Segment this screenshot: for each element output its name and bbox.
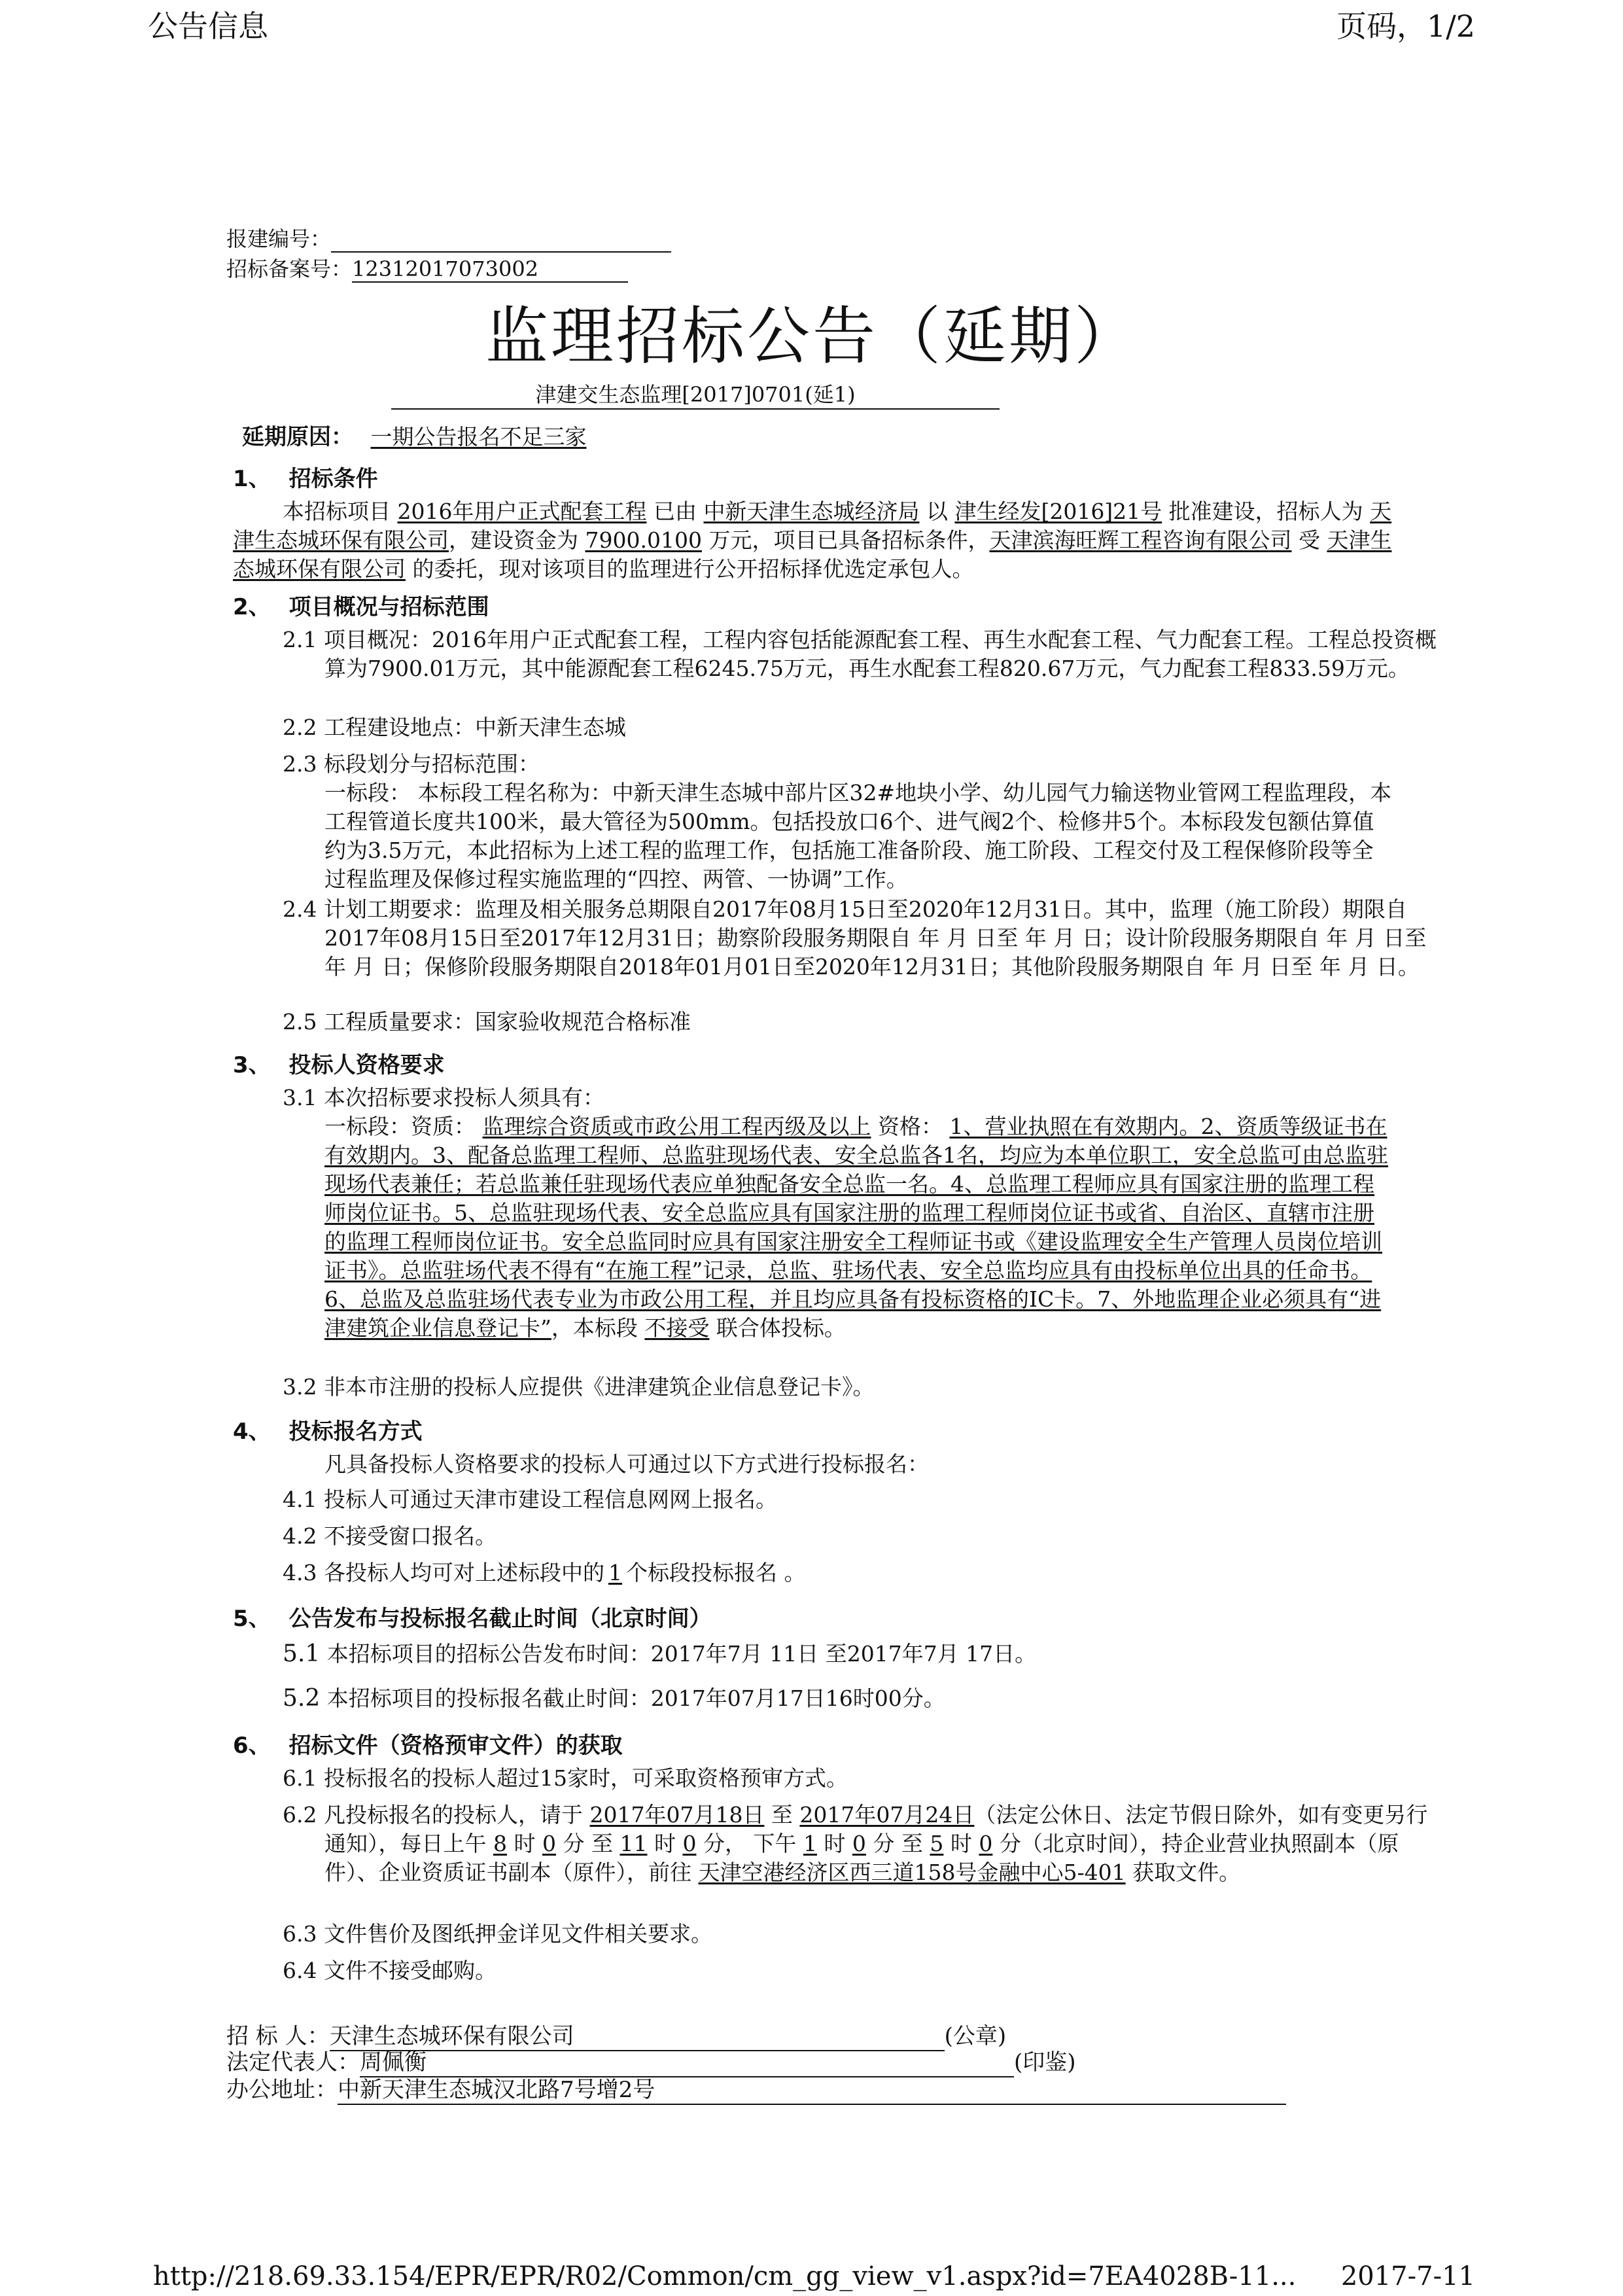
section-1-paragraph bbox=[233, 497, 1397, 584]
beian-label: 招标备案号： bbox=[226, 256, 353, 281]
section-2-number: 2、 bbox=[233, 594, 271, 620]
text-segment: 的委托，现对该项目的监理进行公开招标择优选定承包人。 bbox=[406, 556, 974, 582]
official-seal-note: (公章) bbox=[944, 2023, 1007, 2049]
text-segment: ，本标段 bbox=[551, 1315, 645, 1341]
item-6-3: 6.3 文件售价及图纸押金详见文件相关要求。 bbox=[283, 1921, 712, 1947]
office-address-row bbox=[226, 2072, 1286, 2105]
text-segment: 天津生态城环保有限公司 bbox=[233, 499, 1392, 553]
item-4-3-text: 4.3 各投标人均可对上述标段中的 bbox=[283, 1560, 604, 1585]
text-segment: 一标段：资质： bbox=[324, 1114, 483, 1139]
baojian-row bbox=[226, 222, 671, 253]
text-segment: 受 bbox=[1291, 527, 1327, 553]
header-left: 公告信息 bbox=[148, 9, 268, 44]
item-3-2: 3.2 非本市注册的投标人应提供《进津建筑企业信息登记卡》。 bbox=[283, 1374, 875, 1400]
section-4-title: 投标报名方式 bbox=[288, 1419, 423, 1445]
section-4-number: 4、 bbox=[233, 1419, 271, 1445]
item-5-1-text: 本招标项目的招标公告发布时间：2017年7月 11日 至2017年7月 17日。 bbox=[326, 1641, 1037, 1667]
text-segment: 获取文件。 bbox=[1125, 1860, 1241, 1885]
text-segment: 中新天津生态城经济局 bbox=[703, 499, 920, 524]
section-4-heading bbox=[233, 1413, 423, 1445]
section-1-number: 1、 bbox=[233, 466, 271, 492]
delay-label: 延期原因： bbox=[242, 424, 353, 450]
page-number: 页码，1/2 bbox=[1336, 9, 1475, 44]
text-segment: 2017年07月18日 bbox=[589, 1802, 765, 1828]
item-2-4: 2.4 计划工期要求：监理及相关服务总期限自2017年08月15日至2020年12月31日。其中，监理（施工阶段）期限自2017年08月15日至2017年12月31日；勘察阶段服务期限自 年 月 日至 年 月 日；设计阶段服务期限自 年 月 日至 年 月 日；保修阶段服务期限自2018年01月01日至2020年12月31日；其他阶段服务期限自 年 月 日至 年 月 日。 bbox=[283, 896, 1427, 980]
text-segment: 0 bbox=[682, 1831, 697, 1856]
section-2-title: 项目概况与招标范围 bbox=[288, 594, 489, 620]
doc-number: 津建交生态监理[2017]0701(延1) bbox=[391, 378, 1000, 410]
item-4-3 bbox=[283, 1559, 1395, 1587]
section-4-intro: 凡具备投标人资格要求的投标人可通过以下方式进行投标报名： bbox=[324, 1451, 929, 1477]
section-3-heading bbox=[233, 1047, 445, 1079]
section-6-heading bbox=[233, 1727, 623, 1759]
item-5-2-text: 本招标项目的投标报名截止时间：2017年07月17日16时00分。 bbox=[326, 1686, 945, 1711]
item-3-1-heading: 3.1 本次招标要求投标人须具有： bbox=[283, 1085, 604, 1110]
item-6-4: 6.4 文件不接受邮购。 bbox=[283, 1958, 497, 1983]
section-6-number: 6、 bbox=[233, 1733, 271, 1759]
tenderer-label: 招 标 人： bbox=[226, 2023, 330, 2049]
text-segment: 分， 下午 bbox=[696, 1831, 803, 1856]
text-segment: 分 至 bbox=[555, 1831, 620, 1856]
item-5-1 bbox=[283, 1640, 1395, 1669]
item-4-3-count: 1 bbox=[608, 1560, 622, 1585]
text-segment: 0 bbox=[542, 1831, 556, 1856]
text-segment: ，建设资金为 bbox=[449, 527, 585, 553]
item-4-2: 4.2 不接受窗口报名。 bbox=[283, 1523, 497, 1549]
text-segment: （法定公休日、法定节假日除外，如有变更另行通知），每日上午 bbox=[324, 1802, 1428, 1856]
text-segment: 监理综合资质或市政公用工程丙级及以上 bbox=[482, 1114, 871, 1139]
text-segment: 时 bbox=[647, 1831, 683, 1856]
text-segment: 1 bbox=[803, 1831, 817, 1856]
text-segment: 至 bbox=[764, 1802, 800, 1828]
signature-seal-note: (印鉴) bbox=[1014, 2049, 1076, 2075]
text-segment: 资格： bbox=[871, 1114, 950, 1139]
text-segment: 8 bbox=[493, 1831, 507, 1856]
text-segment: 万元，项目已具备招标条件， bbox=[701, 527, 990, 553]
text-segment: 分 至 bbox=[865, 1831, 930, 1856]
section-6-title: 招标文件（资格预审文件）的获取 bbox=[288, 1733, 623, 1759]
item-2-5: 2.5 工程质量要求：国家验收规范合格标准 bbox=[283, 1009, 691, 1034]
section-5-number: 5、 bbox=[233, 1606, 271, 1632]
text-segment: 本招标项目 bbox=[283, 499, 398, 524]
item-3-1-requirements bbox=[324, 1112, 1395, 1343]
text-segment: 时 bbox=[507, 1831, 542, 1856]
item-5-2-number: 5.2 bbox=[283, 1685, 321, 1712]
text-segment: 天津空港经济区西三道158号金融中心5-401 bbox=[698, 1860, 1126, 1885]
text-segment: 以 bbox=[919, 499, 955, 524]
text-segment: 联合体投标。 bbox=[709, 1315, 846, 1341]
text-segment: 已由 bbox=[646, 499, 704, 524]
delay-row bbox=[242, 419, 587, 451]
text-segment: 0 bbox=[979, 1831, 993, 1856]
office-address-label: 办公地址： bbox=[226, 2077, 338, 2103]
item-2-1: 2.1 项目概况：2016年用户正式配套工程，工程内容包括能源配套工程、再生水配套工程、气力配套工程。工程总投资概算为7900.01万元，其中能源配套工程6245.75万元，再生水配套工程820.67万元，气力配套工程833.59万元。 bbox=[283, 627, 1437, 681]
text-segment: 分（北京时间），持企业营业执照副本（原件）、企业资质证书副本（原件），前往 bbox=[324, 1831, 1399, 1885]
text-segment: 6.2 凡投标报名的投标人，请于 bbox=[283, 1802, 590, 1828]
text-segment: 批准建设，招标人为 bbox=[1162, 499, 1370, 524]
text-segment: 天津滨海旺辉工程咨询有限公司 bbox=[989, 527, 1292, 553]
footer-url: http://218.69.33.154/EPR/EPR/R02/Common/cm_gg_view_v1.aspx?id=7EA4028B-11... bbox=[153, 2261, 1297, 2291]
text-segment: 1、营业执照在有效期内。2、资质等级证书在有效期内。3、配备总监理工程师、总监驻现场代表、安全总监各1名，均应为本单位职工，安全总监可由总监驻现场代表兼任；若总监兼任驻现场代表应单独配备安全总监一名。4、总监理工程师应具有国家注册的监理工程师岗位证书。5、总监驻现场代表、安全总监应具有国家注册的监理工程师岗位证书或省、自治区、直辖市注册的监理工程师岗位证书。安全总监同时应具有国家注册安全工程师证书或《建设监理安全生产管理人员岗位培训证书》。总监驻场代表不得有“在施工程”记录，总监、驻场代表、安全总监均应具有由投标单位出具的任命书。6、总监及总监驻场代表专业为市政公用工程，并且均应具备有投标资格的IC卡。7、外地监理企业必须具有“进津建筑企业信息登记卡” bbox=[324, 1114, 1388, 1341]
beian-value: 12312017073002 bbox=[352, 256, 628, 283]
section-1-title: 招标条件 bbox=[288, 466, 378, 492]
text-segment: 时 bbox=[816, 1831, 852, 1856]
office-address-value: 中新天津生态城汉北路7号增2号 bbox=[338, 2072, 1286, 2105]
item-4-1: 4.1 投标人可通过天津市建设工程信息网网上报名。 bbox=[283, 1487, 777, 1512]
text-segment: 时 bbox=[943, 1831, 979, 1856]
text-segment: 2017年07月24日 bbox=[799, 1802, 975, 1828]
item-2-3-heading: 2.3 标段划分与招标范围： bbox=[283, 751, 540, 777]
item-2-3-scope: 一标段： 本标段工程名称为：中新天津生态城中部片区32#地块小学、幼儿园气力输送物业管网工程监理段，本工程管道长度共100米，最大管径为500mm。包括投放口6个、进气阀2个、检修井5个。本标段发包额估算值约为3.5万元，本此招标为上述工程的监理工作，包括施工准备阶段、施工阶段、工程交付及工程保修阶段等全过程监理及保修过程实施监理的“四控、两管、一协调”工作。 bbox=[324, 780, 1392, 892]
text-segment: 7900.0100 bbox=[585, 527, 702, 553]
section-3-title: 投标人资格要求 bbox=[288, 1052, 445, 1078]
section-1-heading bbox=[233, 461, 378, 493]
text-segment: 5 bbox=[930, 1831, 944, 1856]
section-5-title: 公告发布与投标报名截止时间（北京时间） bbox=[288, 1606, 712, 1632]
section-2-heading bbox=[233, 589, 489, 621]
text-segment: 不接受 bbox=[644, 1315, 710, 1341]
text-segment: 2016年用户正式配套工程 bbox=[397, 499, 647, 524]
text-segment: 天津生态城环保有限公司 bbox=[233, 527, 1392, 582]
section-5-heading bbox=[233, 1600, 712, 1633]
section-3-number: 3、 bbox=[233, 1052, 271, 1078]
legal-rep-value: 周佩衡 bbox=[360, 2044, 1014, 2077]
item-4-3-text-end: 个标段投标报名 。 bbox=[625, 1560, 806, 1585]
text-segment: 津生经发[2016]21号 bbox=[954, 499, 1162, 524]
page-title: 监理招标公告（延期） bbox=[485, 300, 1140, 373]
item-5-1-number: 5.1 bbox=[283, 1640, 321, 1667]
text-segment: 0 bbox=[852, 1831, 866, 1856]
baojian-label: 报建编号： bbox=[226, 226, 332, 251]
text-segment: 11 bbox=[620, 1831, 648, 1856]
baojian-value bbox=[331, 232, 671, 253]
delay-value: 一期公告报名不足三家 bbox=[370, 424, 587, 450]
footer-date: 2017-7-11 bbox=[1340, 2261, 1475, 2291]
item-6-2 bbox=[283, 1801, 1437, 1887]
legal-rep-label: 法定代表人： bbox=[226, 2049, 360, 2075]
tenderer-value: 天津生态城环保有限公司 bbox=[330, 2018, 945, 2051]
item-5-2 bbox=[283, 1684, 1395, 1713]
item-6-1: 6.1 投标报名的投标人超过15家时，可采取资格预审方式。 bbox=[283, 1765, 848, 1791]
item-2-2: 2.2 工程建设地点：中新天津生态城 bbox=[283, 715, 626, 740]
beian-row bbox=[226, 253, 628, 283]
